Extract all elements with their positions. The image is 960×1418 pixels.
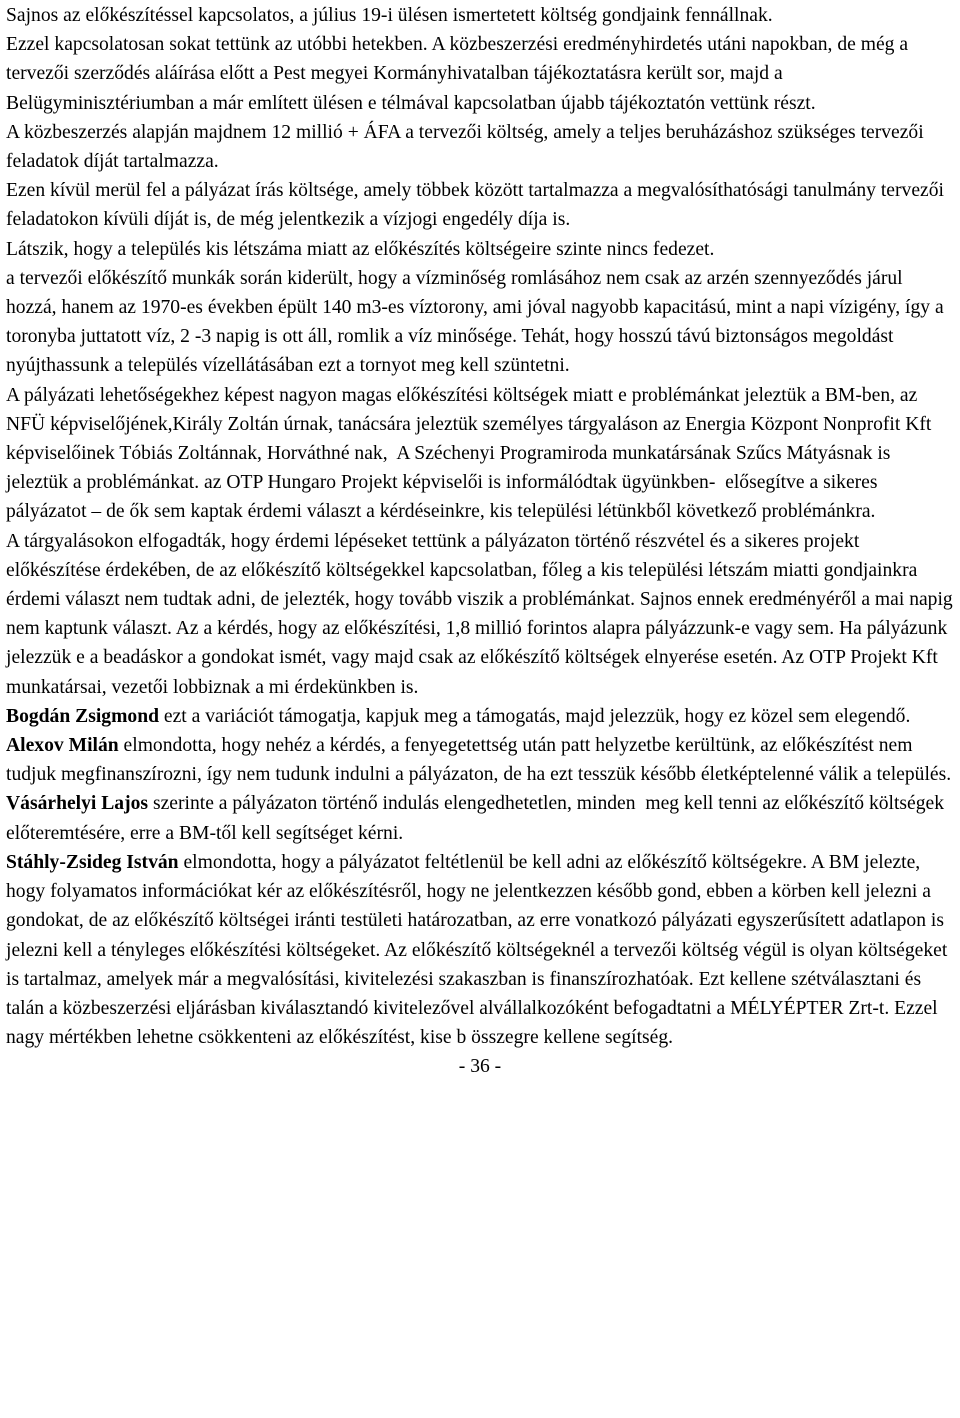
paragraph-5 bbox=[6, 235, 954, 264]
paragraph-text: a tervezői előkészítő munkák során kiderült, hogy a vízminőség romlásához nem csak az arzén szennyeződés járul hozzá, hanem az 1970-es években épült 140 m3-es víztorony, ami jóval nagyobb kapacitású, mint a napi vízigény, így a toronyba juttatott víz, 2 -3 napig is ott áll, romlik a víz minősége. Tehát, hogy hosszú távú biztonságos megoldást nyújthassunk a település vízellátásában ezt a tornyot meg kell szüntetni. bbox=[6, 267, 949, 377]
paragraph-7 bbox=[6, 381, 954, 527]
speaker-paragraph-stahly bbox=[6, 848, 954, 1052]
document-body bbox=[6, 1, 958, 1052]
speaker-statement: ezt a variációt támogatja, kapjuk meg a támogatás, majd jelezzük, hogy ez közel sem elegendő. bbox=[159, 705, 911, 727]
speaker-statement: szerinte a pályázaton történő indulás elengedhetetlen, minden meg kell tenni az előkészítő költségek előteremtésére, erre a BM-től kell segítséget kérni. bbox=[6, 793, 949, 844]
speaker-name: Vásárhelyi Lajos bbox=[6, 793, 149, 815]
paragraph-text: A tárgyalásokon elfogadták, hogy érdemi lépéseket tettünk a pályázaton történő részvétel és a sikeres projekt előkészítése érdekében, de az előkészítő költségekkel kapcsolatban, főleg a kis települési létszám miatti gondjainkra érdemi választ nem tudtak adni, de jelezték, hogy tovább viszik a problémánkat. Sajnos ennek eredményéről a mai napig nem kaptunk választ. Az a kérdés, hogy az előkészítési, 1,8 millió forintos alapra pályázzunk-e vagy sem. Ha pályázunk jelezzük e a beadáskor a gondokat ismét, vagy majd csak az előkészítő költségek elnyerése esetén. Az OTP Projekt Kft munkatársai, vezetői lobbiznak a mi érdekünkben is. bbox=[6, 530, 958, 698]
paragraph-6 bbox=[6, 264, 954, 381]
paragraph-8 bbox=[6, 527, 958, 702]
page-number: - 36 - bbox=[458, 1056, 502, 1078]
speaker-name: Alexov Milán bbox=[6, 735, 119, 757]
paragraph-text: Sajnos az előkészítéssel kapcsolatos, a július 19-i ülésen ismertetett költség gondjaink fennállnak. bbox=[6, 5, 773, 26]
paragraph-text: A közbeszerzés alapján majdnem 12 millió + ÁFA a tervezői költség, amely a teljes beruházáshoz szükséges tervezői feladatok díját tartalmazza. bbox=[6, 121, 929, 173]
paragraph-text: A pályázati lehetőségekhez képest nagyon magas előkészítési költségek miatt e problémánkat jeleztük a BM-ben, az NFÜ képviselőjének,Király Zoltán úrnak, tanácsára jeleztük személyes tárgyaláson az Energia Központ Nonprofit Kft képviselőinek Tóbiás Zoltánnak, Horváthné nak, A Széchenyi Programiroda munkatársának Szűcs Mátyásnak is jeleztük a problémánkat. az OTP Hungaro Projekt képviselői is informálódtak ügyünkben- elősegítve a sikeres pályázatot – de ők sem kaptak érdemi választ a kérdéseinkre, kis települési létünkből következő problémánkra. bbox=[6, 384, 937, 523]
paragraph-3 bbox=[6, 118, 954, 176]
paragraph-4 bbox=[6, 176, 954, 234]
speaker-paragraph-alexov bbox=[6, 731, 954, 789]
speaker-statement: elmondotta, hogy a pályázatot feltétlenül be kell adni az előkészítő költségekre. A BM jelezte, hogy folyamatos információkat kér az előkészítésről, hogy ne jelentkezzen később gond, ebben a körben kell jelezni a gondokat, de az előkészítő költségei iránti testületi határozatban, az erre vonatkozó pályázati egyszerűsített adatlapon is jelezni kell a tényleges előkészítési költségeket. Az előkészítő költségeknél a tervezői költség végül is olyan költségeket is tartalmaz, amelyek már a megvalósítási, kivitelezési szakaszban is finanszírozhatóak. Ezt kellene szétválasztani és talán a közbeszerzési eljárásban kiválasztandó kivitelezővel alvállalkozóként befogadtatni a MÉLYÉPTER Zrt-t. Ezzel nagy mértékben lehetne csökkenteni az előkészítést, kise b összegre kellene segítség. bbox=[6, 851, 953, 1049]
speaker-paragraph-bogdan bbox=[6, 702, 954, 731]
speaker-statement: elmondotta, hogy nehéz a kérdés, a fenyegetettség után patt helyzetbe kerültünk, az előkészítést nem tudjuk megfinanszírozni, így nem tudunk indulni a pályázaton, de ha ezt tesszük később életképtelenné válik a település. bbox=[6, 735, 952, 786]
paragraph-text: Ezen kívül merül fel a pályázat írás költsége, amely többek között tartalmazza a megvalósíthatósági tanulmány tervezői feladatokon kívüli díját is, de még jelentkezik a vízjogi engedély díja is. bbox=[6, 180, 949, 231]
paragraph-text: Ezzel kapcsolatosan sokat tettünk az utóbbi hetekben. A közbeszerzési eredményhirdetés utáni napokban, de még a tervezői szerződés aláírása előtt a Pest megyei Kormányhivatalban tájékoztatásra került sor, majd a Belügyminisztériumban a már említett ülésen e télmával kapcsolatban újabb tájékoztatón vettünk részt. bbox=[6, 34, 913, 114]
speaker-name: Stáhly-Zsideg István bbox=[6, 851, 179, 873]
speaker-name: Bogdán Zsigmond bbox=[6, 705, 159, 727]
paragraph-text: Látszik, hogy a település kis létszáma miatt az előkészítés költségeire szinte nincs fedezet. bbox=[6, 238, 715, 260]
paragraph-2 bbox=[6, 30, 954, 118]
speaker-paragraph-vasarhelyi bbox=[6, 789, 954, 847]
paragraph-1 bbox=[6, 1, 954, 30]
